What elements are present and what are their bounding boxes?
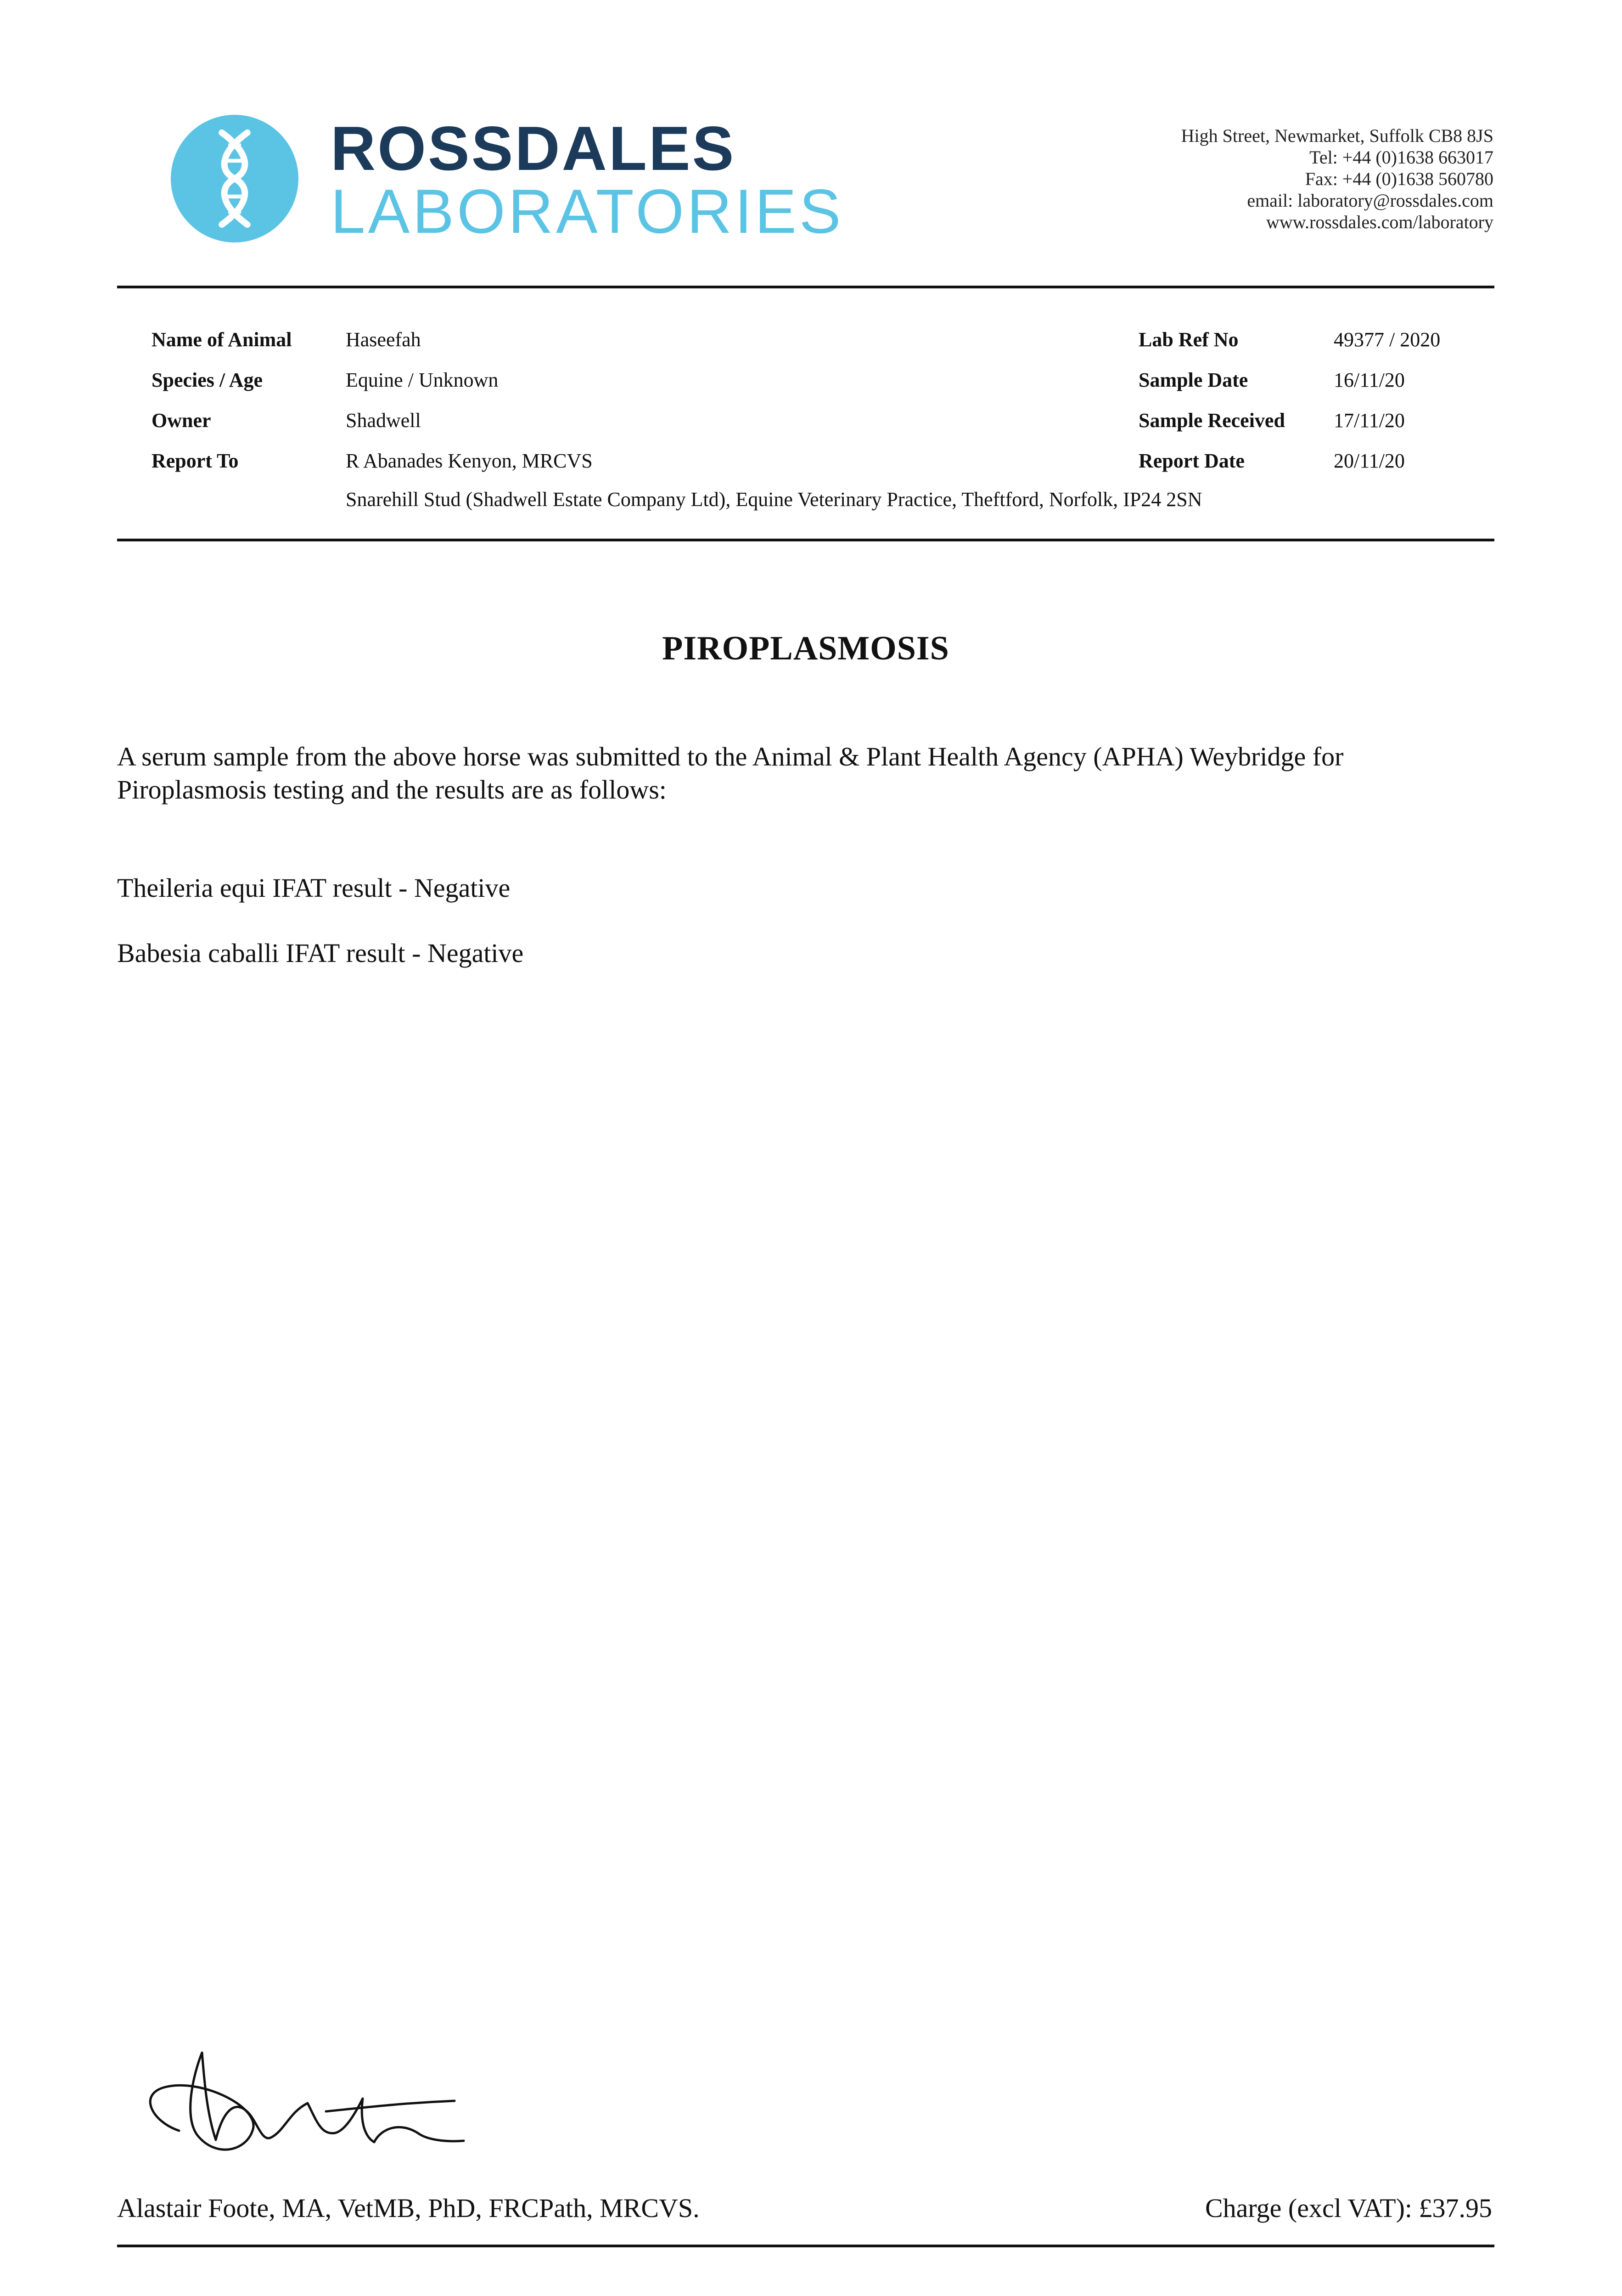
value-species-age: Equine / Unknown	[346, 369, 499, 391]
info-divider	[117, 539, 1494, 541]
report-title: PIROPLASMOSIS	[662, 630, 949, 667]
brand-name: ROSSDALES	[331, 113, 736, 183]
contact-block	[1034, 125, 1493, 233]
label-lab-ref-no: Lab Ref No	[1139, 328, 1239, 351]
result-theileria-equi: Theileria equi IFAT result - Negative	[117, 873, 511, 903]
contact-tel: Tel: +44 (0)1638 663017	[1309, 147, 1493, 168]
value-report-to: R Abanades Kenyon, MRCVS	[346, 450, 593, 472]
report-intro: A serum sample from the above horse was submitted to the Animal & Plant Health Agency (APHA) Weybridge for Piroplasmosis testing and the results are as follows:	[117, 742, 1344, 805]
value-owner: Shadwell	[346, 409, 421, 432]
brand-subtitle: LABORATORIES	[331, 176, 844, 246]
label-owner: Owner	[152, 409, 211, 432]
label-report-date: Report Date	[1139, 450, 1245, 472]
label-sample-date: Sample Date	[1139, 369, 1248, 391]
contact-address: High Street, Newmarket, Suffolk CB8 8JS	[1181, 125, 1493, 146]
label-species-age: Species / Age	[152, 369, 263, 391]
value-report-date: 20/11/20	[1334, 450, 1405, 472]
label-report-to: Report To	[152, 450, 239, 472]
value-sample-received: 17/11/20	[1334, 409, 1405, 432]
contact-email: email: laboratory@rossdales.com	[1247, 190, 1493, 211]
signatory-name: Alastair Foote, MA, VetMB, PhD, FRCPath, MRCVS.	[117, 2193, 700, 2223]
charge-amount: Charge (excl VAT): £37.95	[1205, 2193, 1492, 2223]
header-divider	[117, 286, 1494, 288]
value-lab-ref-no: 49377 / 2020	[1334, 328, 1441, 351]
result-babesia-caballi: Babesia caballi IFAT result - Negative	[117, 938, 524, 968]
label-name-of-animal: Name of Animal	[152, 328, 292, 351]
signature	[124, 2043, 482, 2163]
value-sample-date: 16/11/20	[1334, 369, 1405, 391]
dna-helix-icon	[171, 115, 298, 242]
value-name-of-animal: Haseefah	[346, 328, 421, 351]
contact-fax: Fax: +44 (0)1638 560780	[1305, 169, 1493, 189]
label-sample-received: Sample Received	[1139, 409, 1285, 432]
contact-website: www.rossdales.com/laboratory	[1266, 212, 1493, 232]
footer-divider	[117, 2245, 1494, 2247]
value-report-to-address: Snarehill Stud (Shadwell Estate Company Ltd), Equine Veterinary Practice, Theftford, Norfolk, IP24 2SN	[346, 488, 1202, 511]
